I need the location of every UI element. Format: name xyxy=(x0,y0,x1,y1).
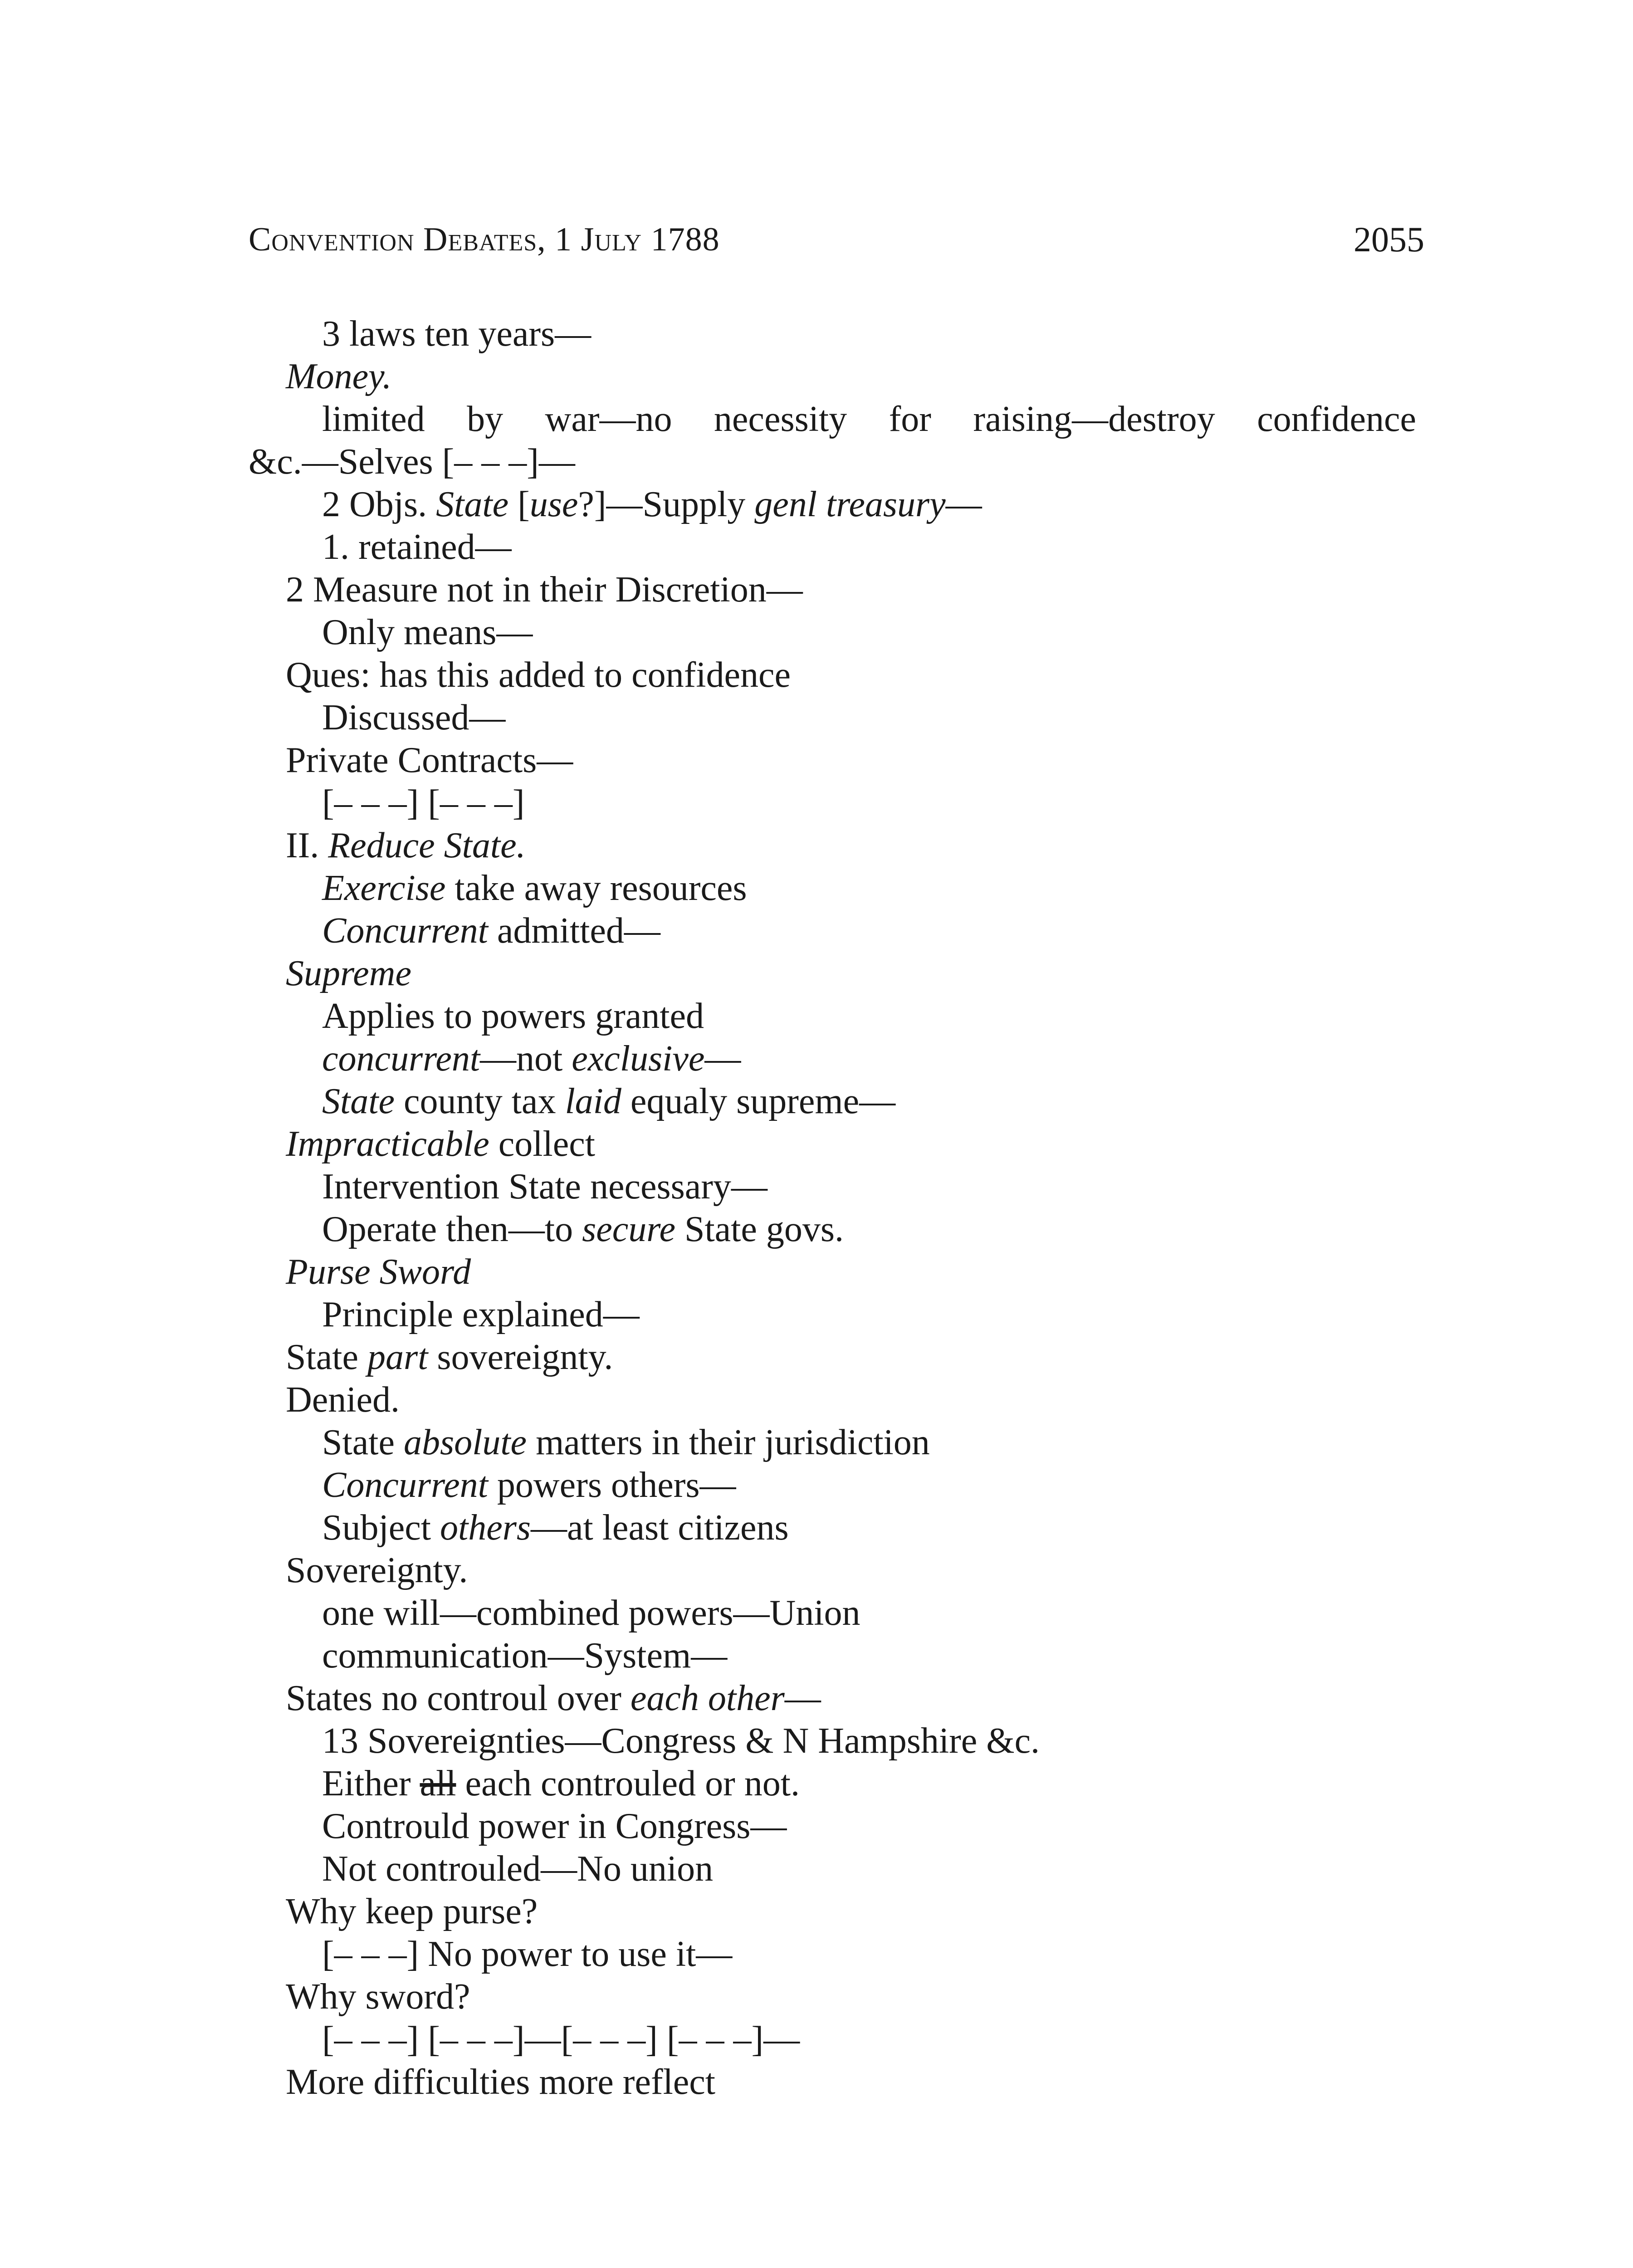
text-line: [– – –] No power to use it— xyxy=(322,1934,733,1974)
text-line: Money. xyxy=(286,357,392,396)
text-line: State absolute matters in their jurisdiction xyxy=(322,1422,930,1462)
text-line: &c.—Selves [– – –]— xyxy=(249,442,575,482)
text-line: Impracticable collect xyxy=(286,1124,595,1164)
text-line: Purse Sword xyxy=(286,1252,471,1292)
text-line: [– – –] [– – –]—[– – –] [– – –]— xyxy=(322,2019,800,2059)
text-line: 2 Measure not in their Discretion— xyxy=(286,570,803,610)
text-line: States no controul over each other— xyxy=(286,1678,821,1718)
text-line: Exercise take away resources xyxy=(322,868,747,908)
text-line: Only means— xyxy=(322,612,533,652)
text-line: Concurrent admitted— xyxy=(322,911,660,951)
text-line: Private Contracts— xyxy=(286,740,573,780)
text-line: Supreme xyxy=(286,953,411,993)
running-head xyxy=(249,217,1424,262)
text-line: [– – –] [– – –] xyxy=(322,783,525,823)
text-line: State county tax laid equaly supreme— xyxy=(322,1081,896,1121)
text-line: Subject others—at least citizens xyxy=(322,1508,789,1548)
text-line: Not controuled—No union xyxy=(322,1849,714,1889)
text-line: Sovereignty. xyxy=(286,1550,468,1590)
text-line: Ques: has this added to confidence xyxy=(286,655,791,695)
text-line: Denied. xyxy=(286,1380,400,1420)
text-line: communication—System— xyxy=(322,1636,728,1676)
text-line: Applies to powers granted xyxy=(322,996,704,1036)
text-line: Operate then—to secure State govs. xyxy=(322,1209,844,1249)
text-line: 1. retained— xyxy=(322,527,512,567)
text-line: limited by war—no necessity for raising—destroy confidence xyxy=(322,399,1416,439)
struck-word: all xyxy=(420,1764,456,1804)
text-line: State part sovereignty. xyxy=(286,1337,613,1377)
text-line: II. Reduce State. xyxy=(286,826,526,865)
text-line: 13 Sovereignties—Congress & N Hampshire &c. xyxy=(322,1721,1040,1761)
text-line: Contrould power in Congress— xyxy=(322,1806,787,1846)
text-line: Why sword? xyxy=(286,1977,470,2017)
text-line: 3 laws ten years— xyxy=(322,314,592,354)
text-line: Intervention State necessary— xyxy=(322,1167,768,1207)
text-line: Either all each controuled or not. xyxy=(322,1764,800,1804)
text-line: More difficulties more reflect xyxy=(286,2062,716,2102)
text-line: Concurrent powers others— xyxy=(322,1465,736,1505)
text-line: one will—combined powers—Union xyxy=(322,1593,861,1633)
text-line: Why keep purse? xyxy=(286,1892,538,1931)
text-line: Principle explained— xyxy=(322,1295,640,1334)
text-line: concurrent—not exclusive— xyxy=(322,1039,741,1079)
text-line: 2 Objs. State [use?]—Supply genl treasury— xyxy=(322,484,982,524)
text-line: Discussed— xyxy=(322,698,506,738)
page-number: 2055 xyxy=(1354,220,1424,259)
running-title: Convention Debates, 1 July 1788 xyxy=(249,221,720,258)
